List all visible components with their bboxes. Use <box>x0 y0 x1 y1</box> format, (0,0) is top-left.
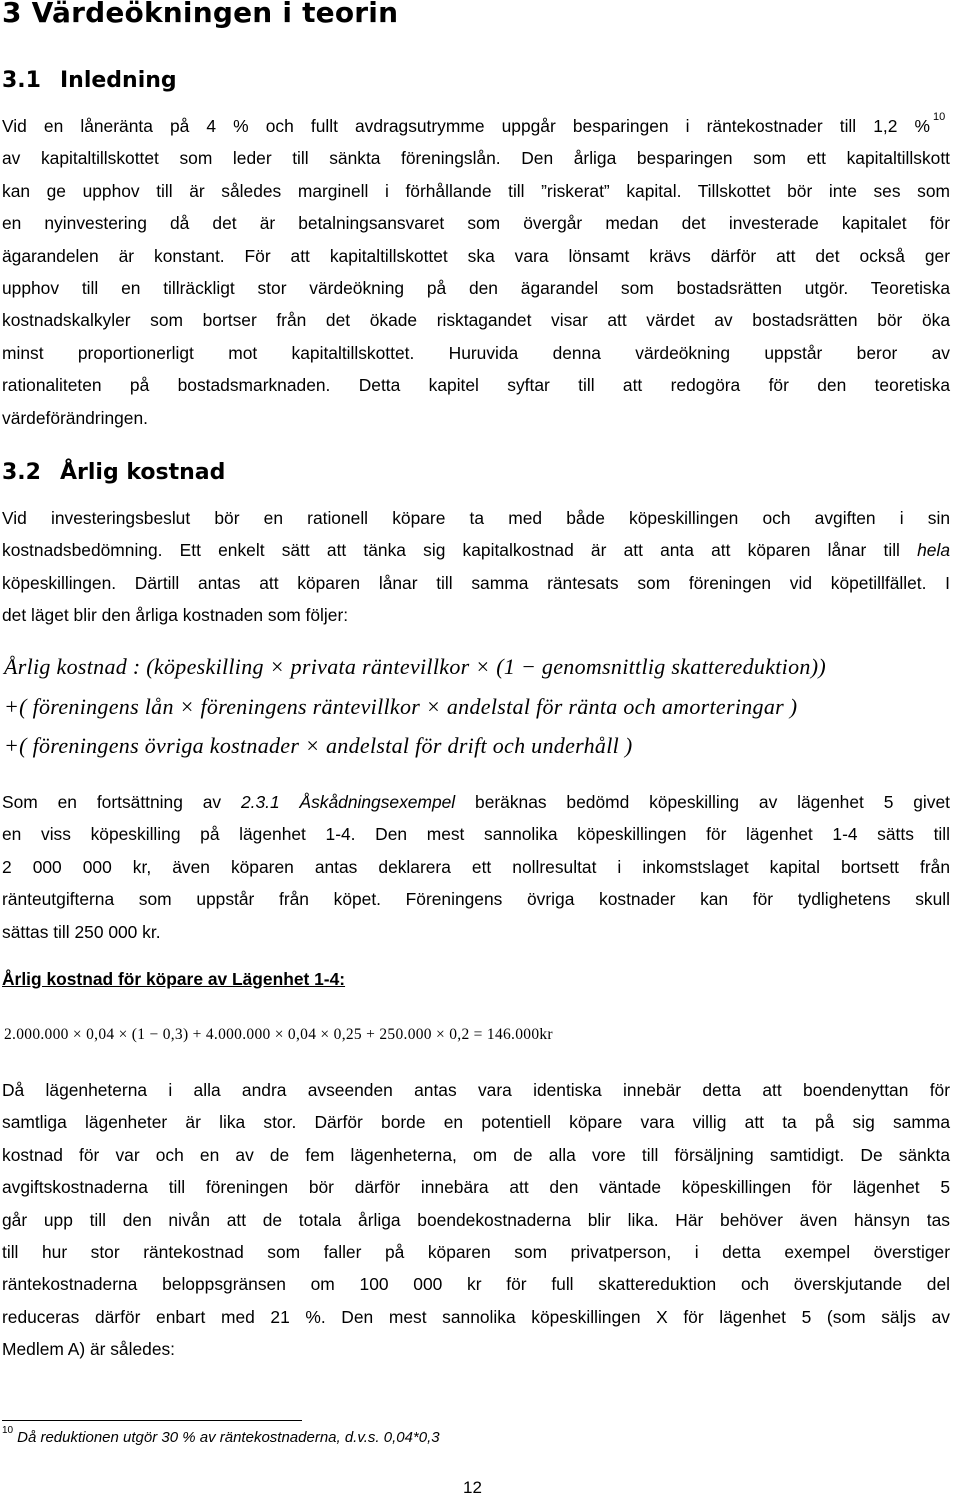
paragraph-intro <box>2 110 950 434</box>
formula-line-1: Årlig kostnad : (köpeskilling × privata räntevillkor × (1 − genomsnittlig skattereduktion)) <box>4 654 826 679</box>
paragraph-continuation <box>2 786 950 948</box>
chapter-heading: 3 Värdeökningen i teorin <box>2 0 399 29</box>
text-line: Då lägenheterna i alla andra avseenden antas vara identiska innebär detta att boendenyttan för <box>2 1080 950 1100</box>
paragraph-annual-cost <box>2 502 950 632</box>
footnote-separator <box>2 1420 302 1421</box>
text-line <box>2 534 950 566</box>
text-segment: Som en fortsättning av <box>2 792 241 812</box>
footnote-number: 10 <box>2 1425 14 1436</box>
text-line: Medlem A) är således: <box>2 1339 176 1360</box>
calculation-heading: Årlig kostnad för köpare av Lägenhet 1-4: <box>2 969 346 989</box>
text-segment: beräknas bedömd köpeskilling av lägenhet 5 givet <box>455 792 950 812</box>
text-line: avgiftskostnaderna till föreningen bör därför innebära att den väntade köpeskillingen för lägenhet 5 <box>2 1177 950 1198</box>
section-heading-3-2 <box>2 460 225 485</box>
page-number: 12 <box>463 1478 482 1497</box>
text-line: kostnadskalkyler som bortser från det ökade risktagandet visar att värdet av bostadsrätten bör öka <box>2 310 950 331</box>
text-line: upphov till en tillräckligt stor värdeökning på den ägarandel som bostadsrätten utgör. Teoretiska <box>2 278 950 299</box>
formula-line-3: +( föreningens övriga kostnader × andelstal för drift och underhåll ) <box>4 733 633 758</box>
text-line: köpeskillingen. Därtill antas att köparen lånar till samma räntesats som föreningen vid köpetillfället. I <box>2 572 950 593</box>
cross-reference: 2.3.1 Åskådningsexempel <box>240 792 456 812</box>
text-line: Vid en låneränta på 4 % och fullt avdragsutrymme uppgår besparingen i räntekostnader till 1,2 % <box>2 116 930 136</box>
section-title: Inledning <box>60 68 177 93</box>
calculation-formula: 2.000.000 × 0,04 × (1 − 0,3) + 4.000.000 × 0,04 × 0,25 + 250.000 × 0,2 = 146.000kr <box>4 1026 553 1043</box>
text-line: minst proportionerligt mot kapitaltillskottet. Huruvida denna värdeökning uppstår beror av <box>2 342 950 363</box>
text-line: en viss köpeskilling på lägenhet 1-4. Den mest sannolika köpeskillingen för lägenhet 1-4 sätts till <box>2 824 950 845</box>
text-line: kostnad för var och en av de fem lägenheterna, om de alla vore till försäljning samtidigt. De sänkta <box>2 1144 950 1165</box>
text-line: kan ge upphov till är således marginell i förhållande till ”riskerat” kapital. Tillskottet bör inte ses som <box>2 180 950 201</box>
text-line: räntekostnaderna beloppsgränsen om 100 000 kr för full skattereduktion och överskjutande del <box>2 1274 950 1295</box>
formula-line-2: +( föreningens lån × föreningens räntevillkor × andelstal för ränta och amorteringar ) <box>4 694 798 719</box>
text-line: Vid investeringsbeslut bör en rationell köpare ta med både köpeskillingen och avgiften i sin <box>2 508 950 528</box>
section-number: 3.1 <box>2 68 41 93</box>
emphasis-text: hela <box>917 540 950 561</box>
text-line: det läget blir den årliga kostnaden som följer: <box>2 605 349 626</box>
section-heading-3-1 <box>2 68 177 93</box>
text-line: ägarandelen är konstant. För att kapitaltillskottet ska vara lönsamt krävs därför att det också ger <box>2 245 950 266</box>
text-line: av kapitaltillskottet som leder till sänkta föreningslån. Den årliga besparingen som ett kapitaltillskott <box>2 148 950 169</box>
text-line: 2 000 000 kr, även köparen antas deklarera ett nollresultat i inkomstslaget kapital bortsett från <box>2 856 950 877</box>
paragraph-conclusion <box>2 1074 950 1366</box>
footnote <box>2 1425 440 1446</box>
text-line: värdeförändringen. <box>2 407 148 428</box>
text-line: samtliga lägenheter är lika stor. Därför borde en potentiell köpare vara villig att ta på sig samma <box>2 1112 950 1133</box>
text-line <box>2 786 950 818</box>
footnote-reference: 10 <box>933 111 946 123</box>
text-segment: kostnadsbedömning. Ett enkelt sätt att tänka sig kapitalkostnad är att anta att köparen lånar till <box>2 540 918 561</box>
section-title: Årlig kostnad <box>60 460 226 485</box>
text-line: sättas till 250 000 kr. <box>2 921 161 942</box>
section-number: 3.2 <box>2 460 41 485</box>
text-line: en nyinvestering då det är betalningsansvaret som övergår medan det investerade kapitalet för <box>2 213 950 234</box>
text-line: går upp till den nivån att de totala årliga boendekostnaderna blir lika. Här behöver även hänsyn tas <box>2 1209 950 1230</box>
text-line: ränteutgifterna som uppstår från köpet. Föreningens övriga kostnader kan för tydlighetens skull <box>2 889 950 910</box>
text-line: reduceras därför enbart med 21 %. Den mest sannolika köpeskillingen X för lägenhet 5 (som säljs av <box>2 1306 950 1327</box>
footnote-text: Då reduktionen utgör 30 % av räntekostnaderna, d.v.s. 0,04*0,3 <box>17 1429 440 1446</box>
text-line: till hur stor räntekostnad som faller på köparen som privatperson, i detta exempel överstiger <box>2 1242 950 1263</box>
text-line: rationaliteten på bostadsmarknaden. Detta kapitel syftar till att redogöra för den teoretiska <box>2 375 950 396</box>
